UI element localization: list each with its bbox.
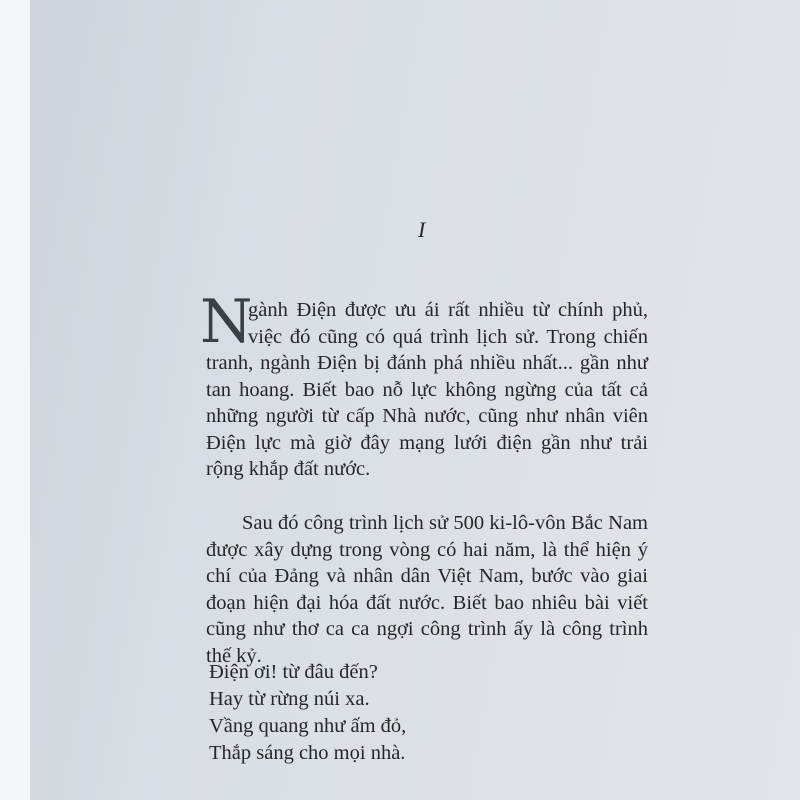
poem-line: Điện ơi! từ đâu đến? [209, 661, 378, 683]
chapter-heading: I [418, 217, 426, 242]
poem-line: Hay từ rừng núi xa. [209, 688, 370, 710]
text-line: gành Điện được ưu ái rất nhiều từ chính phủ, [248, 299, 648, 321]
text-line: Sau đó công trình lịch sử 500 ki-lô-vôn Bắc Nam [242, 512, 648, 534]
poem-line: Vầng quang như ấm đỏ, [209, 715, 407, 737]
poem-line: Thắp sáng cho mọi nhà. [209, 742, 406, 764]
drop-cap: N [200, 287, 253, 357]
text-line: việc đó cũng có quá trình lịch sử. Trong chiến [248, 326, 648, 348]
text-line: tranh, ngành Điện bị đánh phá nhiều nhất... gần như [206, 352, 648, 374]
text-line: những người từ cấp Nhà nước, cũng như nhân viên [206, 405, 648, 427]
text-line: tan hoang. Biết bao nỗ lực không ngừng của tất cả [206, 379, 648, 401]
text-line: cũng như thơ ca ca ngợi công trình ấy là công trình [206, 618, 648, 640]
text-line: chí của Đảng và nhân dân Việt Nam, bước vào giai [206, 565, 648, 587]
text-line: Điện lực mà giờ đây mạng lưới điện gần như trải [206, 432, 648, 454]
text-line: được xây dựng trong vòng có hai năm, là thể hiện ý [206, 539, 648, 561]
text-line: đoạn hiện đại hóa đất nước. Biết bao nhiêu bài viết [206, 592, 648, 614]
text-line: rộng khắp đất nước. [206, 458, 371, 480]
text-line: thế kỷ. [206, 645, 262, 667]
